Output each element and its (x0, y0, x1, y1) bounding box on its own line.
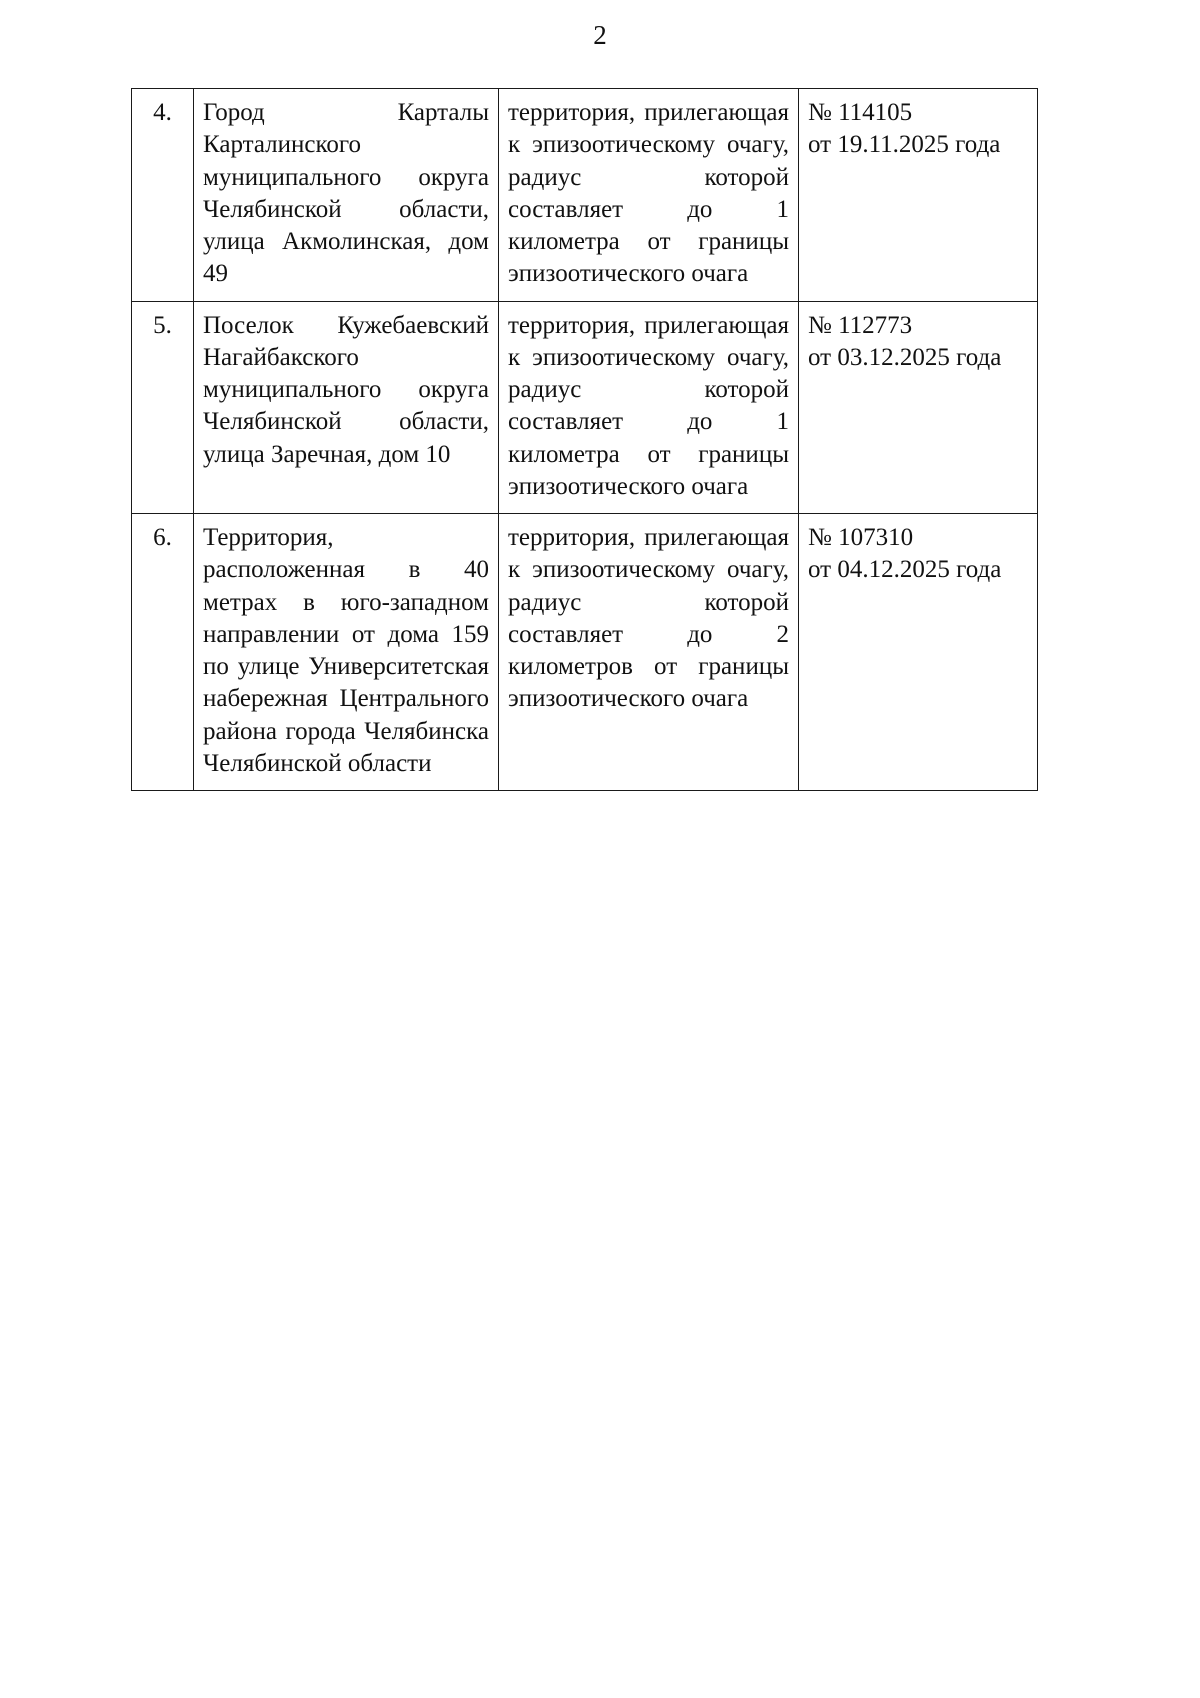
document-cell (799, 89, 1038, 302)
epizootic-zones-table (131, 88, 1038, 791)
page-number: 2 (593, 20, 607, 50)
document-cell (799, 514, 1038, 791)
row-number-cell: 5. (132, 301, 194, 514)
object-cell: Поселок Кужебаевский Нагайбакского муниципального округа Челябинской области, улица Заречная, дом 10 (194, 301, 499, 514)
object-cell: Территория, расположенная в 40 метрах в юго-западном направлении от дома 159 по улице Университетская набережная Центрального района города Челябинска Челябинской области (194, 514, 499, 791)
document-number: № 114105 (808, 99, 913, 126)
document-date: от 04.12.2025 года (808, 556, 1002, 584)
document-cell (799, 301, 1038, 514)
table-body (132, 89, 1038, 791)
document-date: от 19.11.2025 года (808, 131, 1001, 159)
zone-cell: территория, прилегающая к эпизоотическому очагу, радиус которой составляет до 2 километров от границы эпизоотического очага (499, 514, 799, 791)
row-number-cell: 4. (132, 89, 194, 302)
row-number-cell: 6. (132, 514, 194, 791)
zone-cell: территория, прилегающая к эпизоотическому очагу, радиус которой составляет до 1 километра от границы эпизоотического очага (499, 89, 799, 302)
table-row (132, 514, 1038, 791)
table-row (132, 301, 1038, 514)
zone-cell: территория, прилегающая к эпизоотическому очагу, радиус которой составляет до 1 километра от границы эпизоотического очага (499, 301, 799, 514)
document-date: от 03.12.2025 года (808, 343, 1002, 371)
table-row (132, 89, 1038, 302)
object-cell: Город Карталы Карталинского муниципального округа Челябинской области, улица Акмолинская, дом 49 (194, 89, 499, 302)
document-number: № 107310 (808, 524, 914, 551)
document-number: № 112773 (808, 311, 913, 339)
